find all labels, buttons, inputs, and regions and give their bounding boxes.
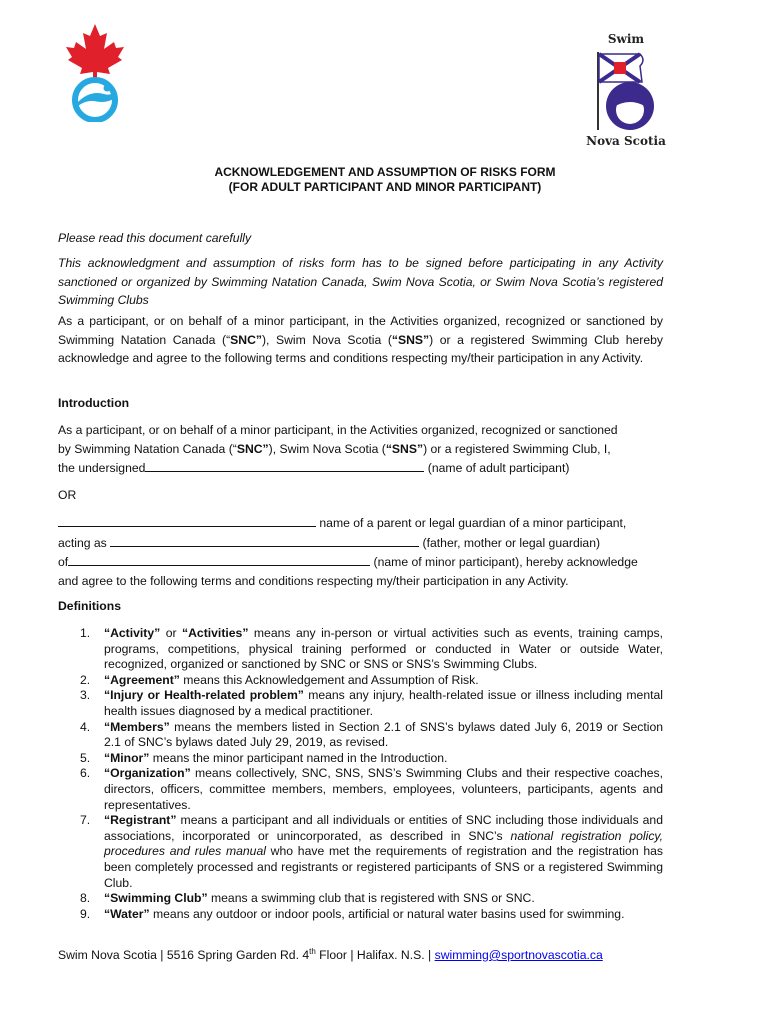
logo-text-swim: Swim [607,32,645,46]
intro-line-1: As a participant, or on behalf of a minor participant, in the Activities organized, recognized or sanctioned [58,423,618,437]
list-item: 8. “Swimming Club” means a swimming club that is registered with SNS or SNC. [80,891,535,906]
intro-line-3: the undersigned (name of adult participant) [58,458,663,478]
list-item: 1. “Activity” or “Activities” means any in-person or virtual activities such as events, training camps, programs, competitions, physical training performed or conducted in Water or outside Water, recognized, organized or sanctioned by SNC or SNS or SNS’s Swimming Clubs. [80,626,664,672]
maple-leaf-icon [66,24,124,82]
title-line-2: (FOR ADULT PARTICIPANT AND MINOR PARTICIPANT) [228,180,542,194]
title-line-1: ACKNOWLEDGEMENT AND ASSUMPTION OF RISKS FORM [214,165,556,179]
introduction-section [58,421,663,478]
footer-separator: | [424,948,435,963]
footer-org: Swim Nova Scotia [58,948,157,963]
list-item: 3. “Injury or Health-related problem” means any injury, health-related issue or illness including mental health issues diagnosed by a medical practitioner. [80,688,663,718]
acknowledgement-paragraph: As a participant, or on behalf of a minor participant, in the Activities organized, recognized or sanctioned by Swimming Natation Canada (“SNC”), Swim Nova Scotia (“SNS”) or a registered Swimming Club hereby acknowledge and agree to the following terms and conditions respecting my/their participation in any Activity. [58,314,663,366]
introduction-heading: Introduction [58,396,130,410]
list-item: 4. “Members” means the members listed in Section 2.1 of SNS’s bylaws dated July 6, 2019 or Section 2.1 of SNC’s bylaws dated July 29, 2019, as revised. [80,719,663,750]
footer-email-link[interactable]: swimming@sportnovascotia.ca [434,948,603,963]
form-title [0,165,770,195]
footer-separator: | [156,948,167,963]
guardian-line-2: acting as (father, mother or legal guardian) [58,533,663,553]
swim-nova-scotia-logo [586,32,666,150]
list-item: 2. “Agreement” means this Acknowledgement and Assumption of Risk. [80,672,479,687]
list-item: 5. “Minor” means the minor participant named in the Introduction. [80,750,448,765]
definitions-heading: Definitions [58,599,121,613]
footer-separator: | [346,948,357,963]
list-item: 7. “Registrant” means a participant and all individuals or entities of SNC including those individuals and associations, incorporated or unincorporated, as described in SNC’s national registration policy, procedures and rules manual who have met the requirements of registration and the registration has been completely processed and registrants or registered participants of SNS or a registered Swimming Club. [80,813,663,890]
list-item: 6. “Organization” means collectively, SNC, SNS, SNS’s Swimming Clubs and their respective coaches, directors, officers, committee members, members, employees, volunteers, participants, agents and representatives. [80,766,663,812]
swimmer-icon [78,92,115,106]
guardian-section [58,513,663,590]
logo-text-nova-scotia: Nova Scotia [586,134,666,148]
adult-participant-name-field[interactable] [145,458,424,472]
list-item: 9. “Water” means any outdoor or indoor pools, artificial or natural water basins used for swimming. [80,906,625,921]
guardian-name-field[interactable] [58,513,316,527]
nova-scotia-flag-icon [590,48,662,134]
definitions-list [58,626,663,922]
guardian-line-3: of (name of minor participant), hereby acknowledge [58,552,663,572]
page-footer [58,947,603,962]
minor-participant-name-field[interactable] [68,552,370,566]
guardian-relationship-field[interactable] [110,533,419,547]
footer-city: Halifax. N.S. [356,948,425,963]
read-carefully-note: Please read this document carefully [58,231,252,245]
swimming-canada-logo [60,22,130,122]
footer-address: 5516 Spring Garden Rd. 4th Floor [166,947,347,963]
guardian-line-4: and agree to the following terms and conditions respecting my/their participation in any Activity. [58,573,569,588]
guardian-line-1: name of a parent or legal guardian of a minor participant, [58,513,663,533]
or-separator: OR [58,488,77,502]
intro-line-2: by Swimming Natation Canada (“SNC”), Swim Nova Scotia (“SNS”) or a registered Swimming Club, I, [58,441,611,456]
form-requirement-note: This acknowledgment and assumption of risks form has to be signed before participating in any Activity sanctioned or organized by Swimming Natation Canada, Swim Nova Scotia, or Swim Nova Scotia’s registered Swimming Clubs [58,256,663,308]
